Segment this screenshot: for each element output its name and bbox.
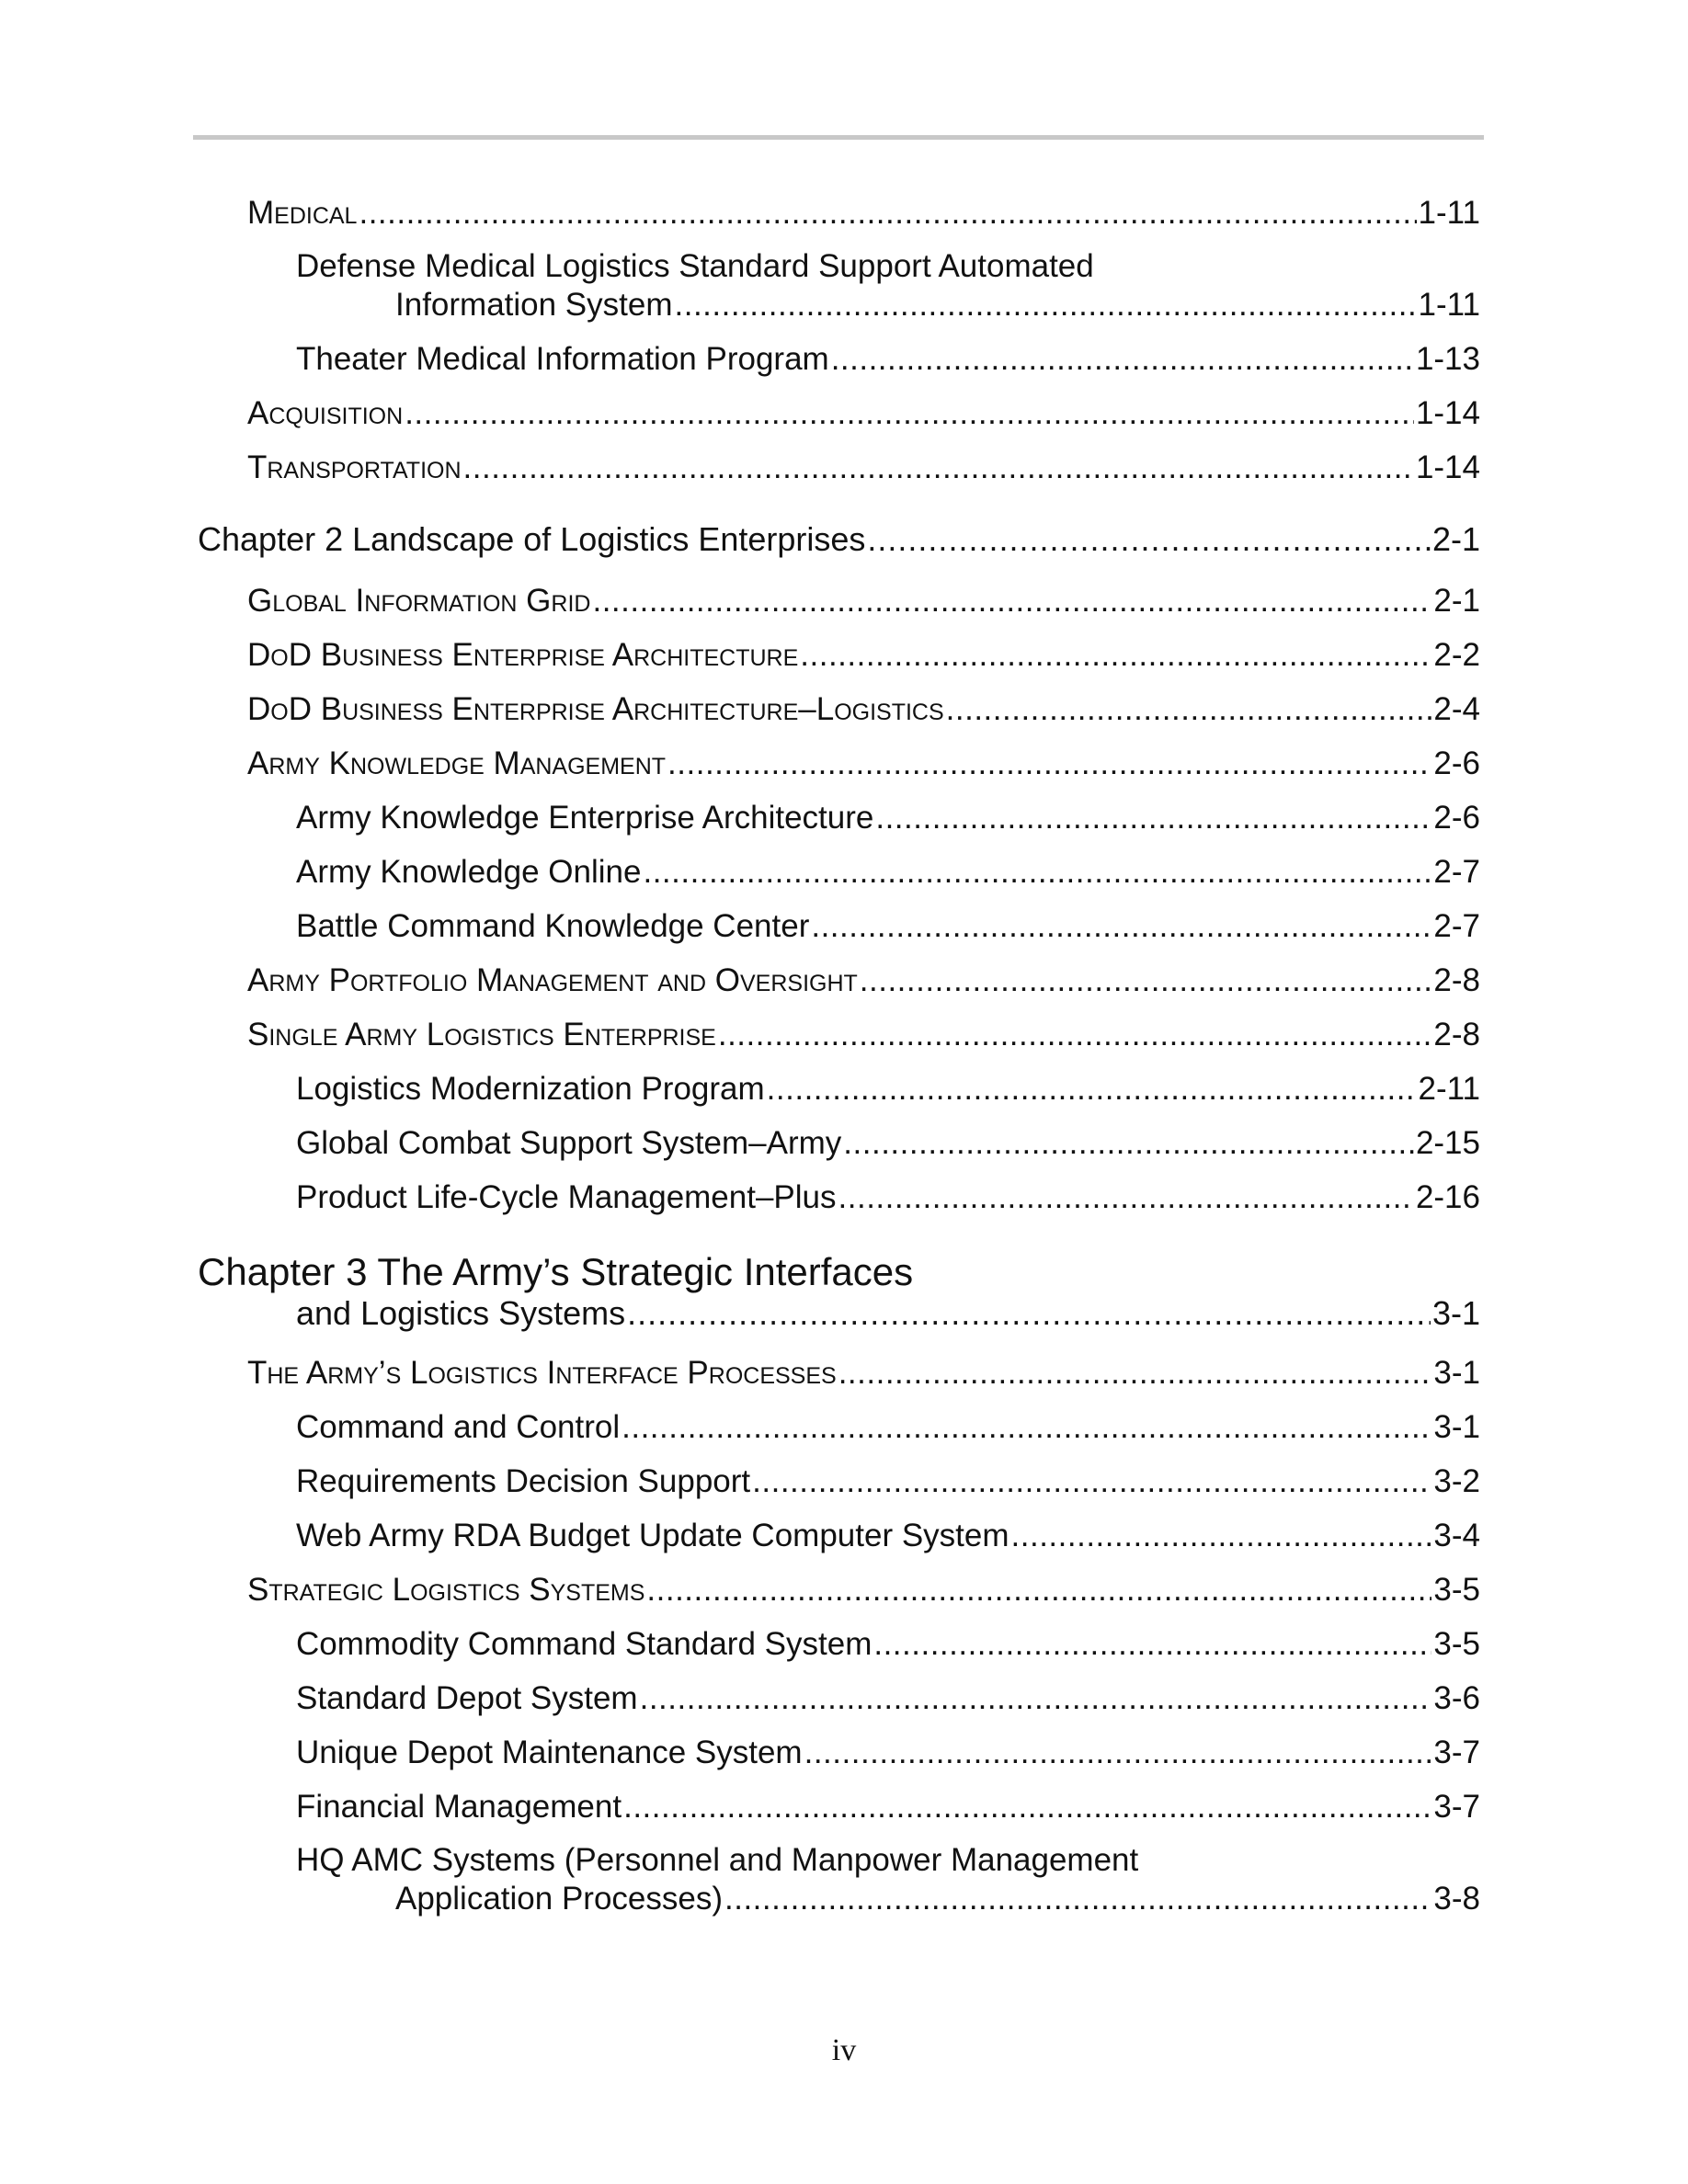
toc-entry-sls[interactable] bbox=[198, 1572, 1480, 1609]
toc-page: 3-5 bbox=[1433, 1626, 1480, 1662]
toc-label: Battle Command Knowledge Center bbox=[296, 908, 810, 944]
toc-page: 2-6 bbox=[1433, 745, 1480, 781]
header-rule bbox=[193, 135, 1484, 140]
toc-entry-sale[interactable] bbox=[198, 1017, 1480, 1053]
toc-page: 2-7 bbox=[1433, 908, 1480, 944]
toc-page: 3-2 bbox=[1433, 1463, 1480, 1499]
leader-dots bbox=[359, 195, 1416, 232]
toc-entry-apmo[interactable] bbox=[198, 962, 1480, 999]
toc-page: 3-6 bbox=[1433, 1680, 1480, 1716]
leader-dots bbox=[622, 1409, 1431, 1446]
toc-entry-hqamc[interactable] bbox=[198, 1881, 1480, 1917]
leader-dots bbox=[463, 449, 1414, 486]
leader-dots bbox=[873, 1626, 1431, 1663]
toc-label: Standard Depot System bbox=[296, 1680, 638, 1716]
toc-entry-akm[interactable] bbox=[198, 745, 1480, 782]
toc-page: 3-8 bbox=[1433, 1881, 1480, 1917]
toc-entry-dod-bea[interactable] bbox=[198, 637, 1480, 674]
toc-entry-sds[interactable] bbox=[198, 1680, 1480, 1717]
toc-page: 3-4 bbox=[1433, 1518, 1480, 1553]
toc-entry-ako[interactable] bbox=[198, 854, 1480, 891]
toc-entry-warbucs[interactable] bbox=[198, 1518, 1480, 1554]
toc-label: Global Combat Support System–Army bbox=[296, 1125, 842, 1161]
toc-page: 2-15 bbox=[1415, 1125, 1480, 1161]
toc-entry-acquisition[interactable] bbox=[198, 395, 1480, 432]
toc-label: Unique Depot Maintenance System bbox=[296, 1735, 803, 1770]
toc-entry-alip[interactable] bbox=[198, 1355, 1480, 1392]
leader-dots bbox=[640, 1680, 1432, 1717]
toc-label: Financial Management bbox=[296, 1789, 622, 1825]
leader-dots bbox=[860, 962, 1432, 999]
toc-page: 2-1 bbox=[1433, 583, 1480, 619]
toc-label: Web Army RDA Budget Update Computer System bbox=[296, 1518, 1009, 1553]
leader-dots bbox=[627, 1294, 1431, 1333]
toc-label: Product Life-Cycle Management–Plus bbox=[296, 1179, 837, 1215]
leader-dots bbox=[1011, 1518, 1432, 1554]
toc-page: 3-1 bbox=[1433, 1355, 1480, 1391]
toc-page: 2-8 bbox=[1433, 1017, 1480, 1052]
toc-page: 3-7 bbox=[1433, 1789, 1480, 1825]
toc-chapter-2[interactable] bbox=[198, 520, 1480, 559]
toc-chapter-3[interactable] bbox=[198, 1294, 1480, 1333]
toc-page: 2-11 bbox=[1418, 1071, 1480, 1107]
toc-label: Army Knowledge Online bbox=[296, 854, 642, 890]
leader-dots bbox=[623, 1789, 1431, 1826]
toc-label: Commodity Command Standard System bbox=[296, 1626, 873, 1662]
leader-dots bbox=[838, 1179, 1414, 1216]
toc-page: 1-14 bbox=[1415, 449, 1480, 485]
leader-dots bbox=[643, 854, 1431, 891]
toc-entry-rds[interactable] bbox=[198, 1463, 1480, 1500]
toc-entry-fm[interactable] bbox=[198, 1789, 1480, 1826]
toc-entry-bckc[interactable] bbox=[198, 908, 1480, 945]
toc-entry-hqamc-line1: HQ AMC Systems (Personnel and Manpower Management bbox=[296, 1842, 1139, 1878]
toc-entry-medical[interactable] bbox=[198, 195, 1480, 232]
toc-entry-plm-plus[interactable] bbox=[198, 1179, 1480, 1216]
toc-label: Global Information Grid bbox=[247, 583, 591, 619]
toc-page: 1-11 bbox=[1418, 195, 1480, 231]
leader-dots bbox=[838, 1355, 1432, 1392]
toc-label: Army Knowledge Management bbox=[247, 745, 667, 781]
toc-page: 2-2 bbox=[1433, 637, 1480, 673]
toc-label: Requirements Decision Support bbox=[296, 1463, 751, 1499]
toc-page: 3-1 bbox=[1431, 1294, 1480, 1332]
toc-entry-dmlss[interactable] bbox=[198, 287, 1480, 324]
leader-dots bbox=[843, 1125, 1414, 1162]
leader-dots bbox=[592, 583, 1431, 620]
toc-page: 3-1 bbox=[1433, 1409, 1480, 1445]
toc-label: Medical bbox=[247, 195, 358, 231]
leader-dots bbox=[646, 1572, 1431, 1609]
leader-dots bbox=[875, 800, 1431, 836]
leader-dots bbox=[804, 1735, 1432, 1771]
toc-label: Application Processes) bbox=[395, 1881, 723, 1917]
toc-label: Strategic Logistics Systems bbox=[247, 1572, 645, 1608]
toc-page: 2-16 bbox=[1415, 1179, 1480, 1215]
leader-dots bbox=[946, 691, 1432, 728]
toc-page: 2-6 bbox=[1433, 800, 1480, 836]
toc-page: 2-7 bbox=[1433, 854, 1480, 890]
leader-dots bbox=[718, 1017, 1432, 1053]
toc-entry-dmlss-line1: Defense Medical Logistics Standard Support Automated bbox=[296, 248, 1094, 284]
toc-label: DoD Business Enterprise Architecture bbox=[247, 637, 799, 673]
leader-dots bbox=[811, 908, 1431, 945]
leader-dots bbox=[667, 745, 1431, 782]
toc-label: Command and Control bbox=[296, 1409, 621, 1445]
leader-dots bbox=[831, 341, 1414, 378]
toc-page: 2-4 bbox=[1433, 691, 1480, 727]
toc-entry-gcss-army[interactable] bbox=[198, 1125, 1480, 1162]
leader-dots bbox=[867, 520, 1431, 559]
leader-dots bbox=[675, 287, 1417, 324]
toc-entry-ccss[interactable] bbox=[198, 1626, 1480, 1663]
leader-dots bbox=[767, 1071, 1417, 1108]
toc-entry-lmp[interactable] bbox=[198, 1071, 1480, 1108]
toc-chapter-3-line1: Chapter 3 The Army’s Strategic Interfaces bbox=[198, 1250, 914, 1293]
toc-page: 1-14 bbox=[1415, 395, 1480, 431]
leader-dots bbox=[405, 395, 1414, 432]
toc-entry-transportation[interactable] bbox=[198, 449, 1480, 486]
toc-label: The Army’s Logistics Interface Processes bbox=[247, 1355, 837, 1391]
page-number: iv bbox=[831, 2033, 857, 2067]
toc-entry-c2[interactable] bbox=[198, 1409, 1480, 1446]
toc-entry-udms[interactable] bbox=[198, 1735, 1480, 1771]
toc-page: 2-1 bbox=[1431, 520, 1480, 558]
toc-label: Theater Medical Information Program bbox=[296, 341, 829, 377]
toc-label: DoD Business Enterprise Architecture–Logistics bbox=[247, 691, 944, 727]
toc-entry-dod-bea-logistics[interactable] bbox=[198, 691, 1480, 728]
toc-page: 2-8 bbox=[1433, 962, 1480, 998]
toc-label: Single Army Logistics Enterprise bbox=[247, 1017, 716, 1052]
toc-entry-akea[interactable] bbox=[198, 800, 1480, 836]
toc-entry-gig[interactable] bbox=[198, 583, 1480, 620]
toc-page: 3-5 bbox=[1433, 1572, 1480, 1608]
toc-label: Acquisition bbox=[247, 395, 404, 431]
toc-label: Logistics Modernization Program bbox=[296, 1071, 765, 1107]
toc-page: 3-7 bbox=[1433, 1735, 1480, 1770]
toc-label: Transportation bbox=[247, 449, 462, 485]
chapter-title: Chapter 2 Landscape of Logistics Enterprises bbox=[198, 520, 866, 558]
leader-dots bbox=[800, 637, 1431, 674]
toc-page: 1-11 bbox=[1418, 287, 1480, 323]
chapter-title: and Logistics Systems bbox=[296, 1294, 626, 1332]
leader-dots bbox=[724, 1881, 1431, 1917]
leader-dots bbox=[752, 1463, 1431, 1500]
toc-label: Information System bbox=[395, 287, 673, 323]
toc-entry-tmip[interactable] bbox=[198, 341, 1480, 378]
toc-page: 1-13 bbox=[1415, 341, 1480, 377]
toc-label: Army Knowledge Enterprise Architecture bbox=[296, 800, 874, 836]
toc-label: Army Portfolio Management and Oversight bbox=[247, 962, 858, 998]
